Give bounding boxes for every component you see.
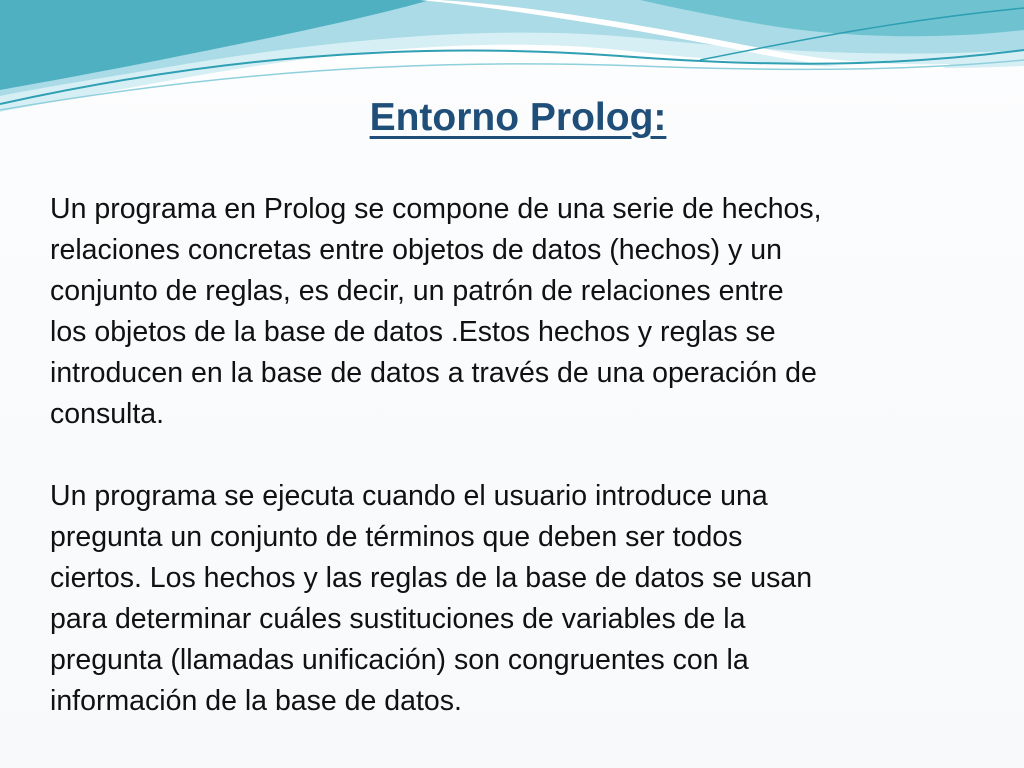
paragraph-1	[50, 189, 990, 435]
text-line: consulta.	[50, 398, 165, 430]
text-line: introducen en la base de datos a través de una operación de	[50, 357, 817, 389]
text-line: los objetos de la base de datos .Estos hechos y reglas se	[50, 316, 776, 348]
text-line: pregunta un conjunto de términos que deben ser todos	[50, 521, 743, 553]
text-line: pregunta (llamadas unificación) son congruentes con la	[50, 644, 749, 676]
text-line: relaciones concretas entre objetos de datos (hechos) y un	[50, 234, 782, 266]
text-line: Un programa en Prolog se compone de una serie de hechos,	[50, 193, 822, 225]
text-line: ciertos. Los hechos y las reglas de la base de datos se usan	[50, 562, 813, 594]
paragraph-spacer	[50, 435, 990, 476]
paragraph-2	[50, 476, 990, 722]
text-line: Un programa se ejecuta cuando el usuario introduce una	[50, 480, 768, 512]
text-line: información de la base de datos.	[50, 685, 462, 717]
slide-body	[50, 189, 990, 722]
slide-title: Entorno Prolog:	[369, 96, 667, 139]
text-line: conjunto de reglas, es decir, un patrón de relaciones entre	[50, 275, 784, 307]
text-line: para determinar cuáles sustituciones de variables de la	[50, 603, 746, 635]
